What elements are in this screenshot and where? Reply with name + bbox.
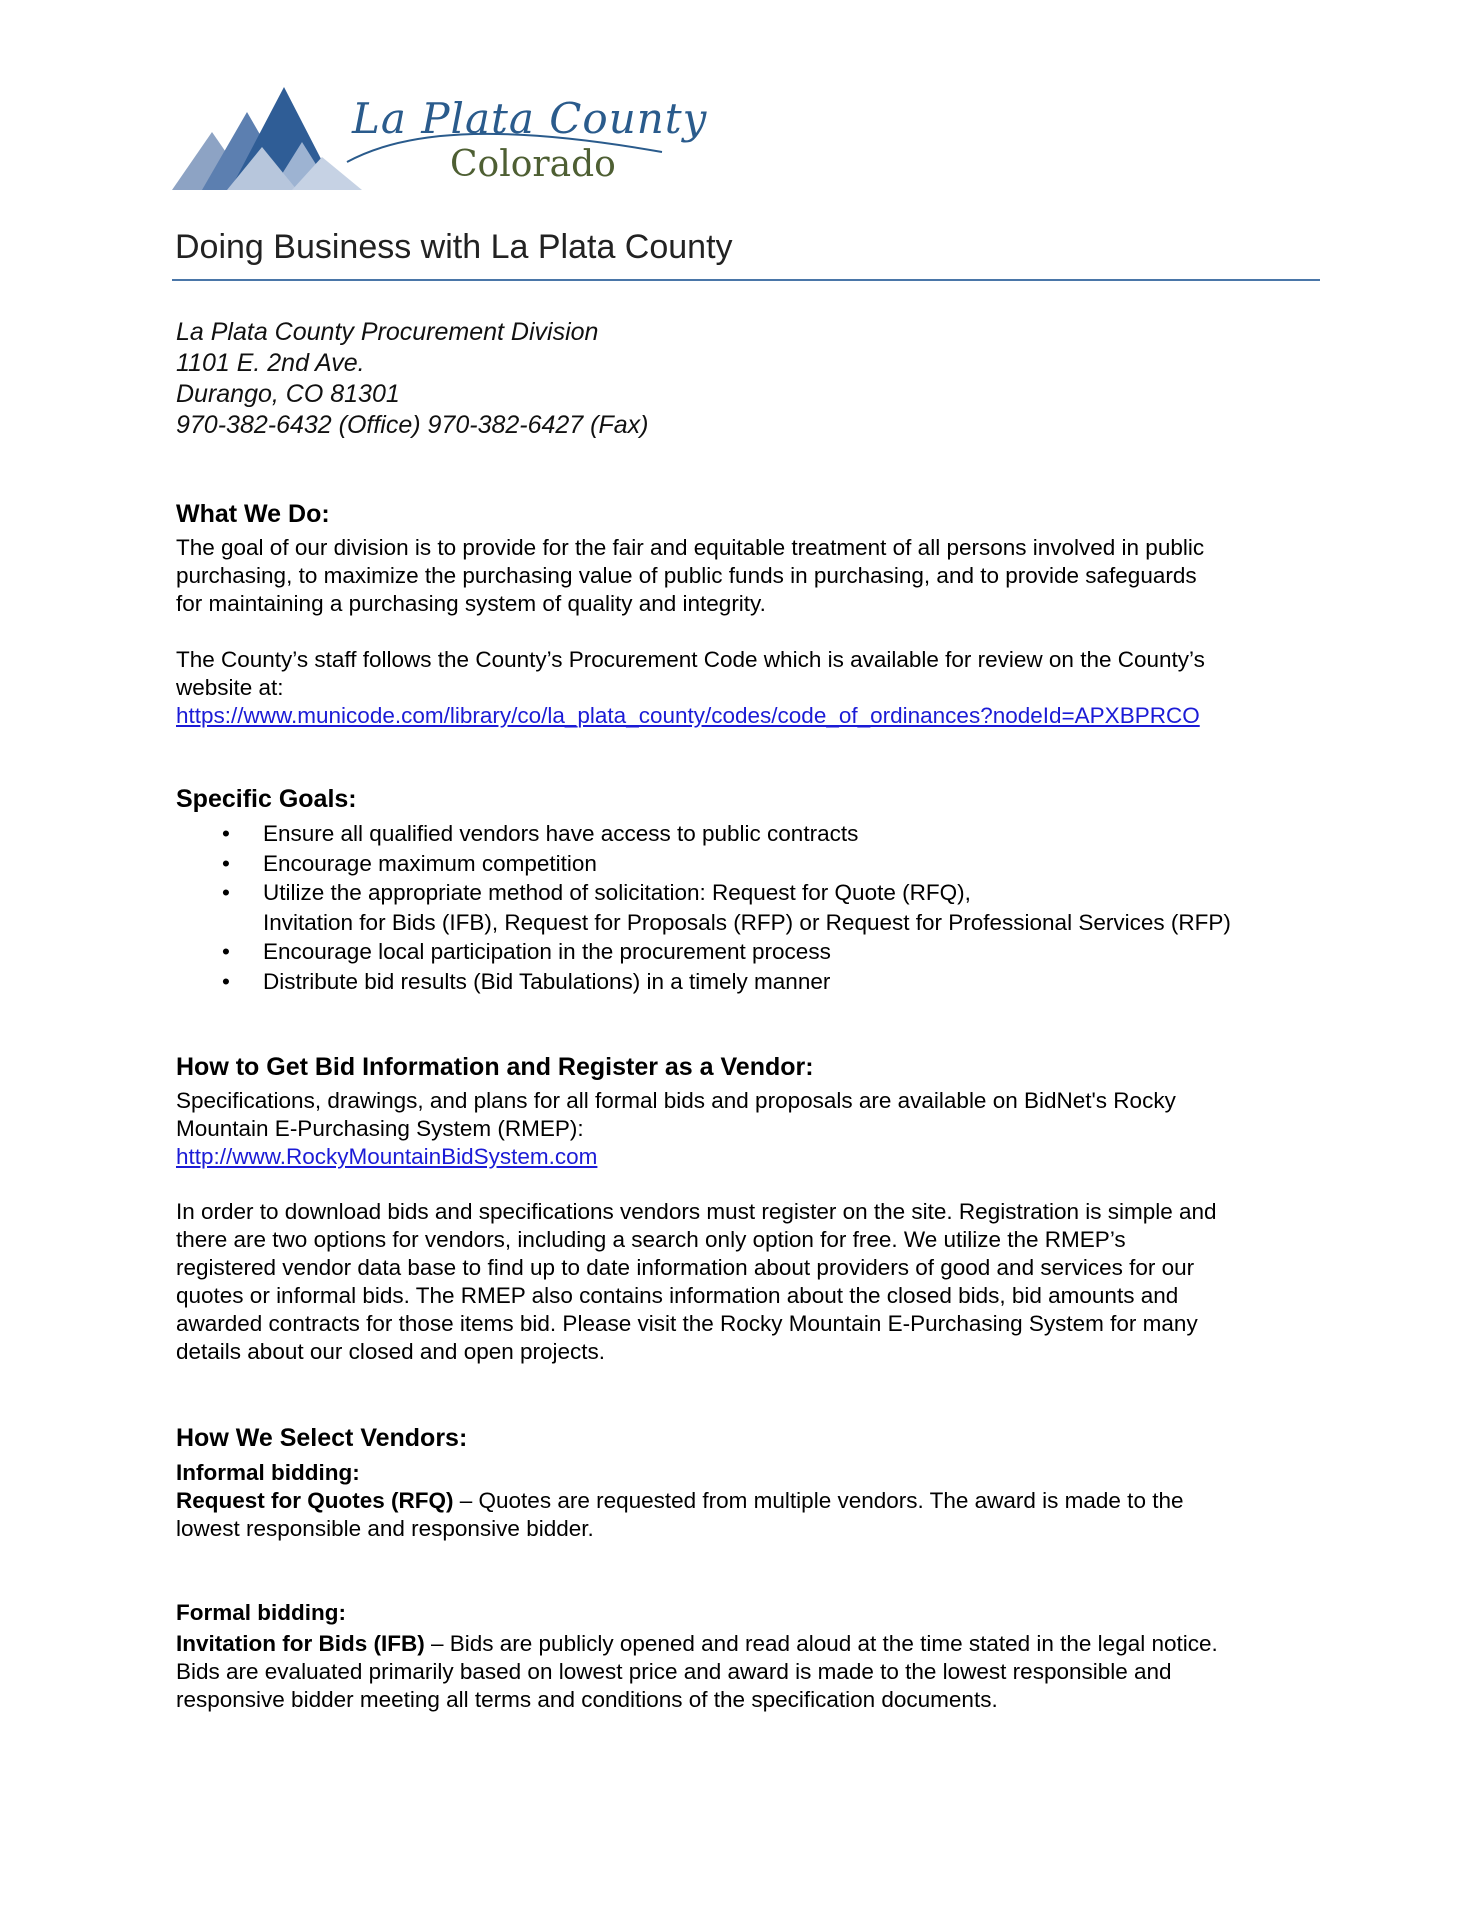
list-item-text: Encourage maximum competition: [263, 850, 597, 876]
bullet-icon: •: [222, 821, 230, 846]
city-state-zip: Durango, CO 81301: [176, 380, 400, 408]
county-logo: [172, 82, 708, 197]
list-item: [176, 819, 1231, 849]
paragraph-line: lowest responsible and responsive bidder.: [176, 1516, 594, 1541]
informal-bidding-section: [176, 1459, 1326, 1543]
ifb-label: Invitation for Bids (IFB): [176, 1631, 425, 1656]
rfq-label: Request for Quotes (RFQ): [176, 1488, 454, 1513]
paragraph-line: Bids are evaluated primarily based on lowest price and award is made to the lowest responsible and: [176, 1659, 1172, 1684]
street-address: 1101 E. 2nd Ave.: [176, 349, 365, 377]
paragraph-line: awarded contracts for those items bid. Please visit the Rocky Mountain E-Purchasing System for many: [176, 1311, 1198, 1336]
what-we-do-paragraph-2: [176, 646, 1326, 730]
paragraph-line: purchasing, to maximize the purchasing value of public funds in purchasing, and to provide safeguards: [176, 563, 1197, 588]
ifb-text: – Bids are publicly opened and read aloud at the time stated in the legal notice.: [424, 1631, 1218, 1656]
logo-county-name: La Plata County: [352, 94, 708, 143]
paragraph-line: quotes or informal bids. The RMEP also contains information about the closed bids, bid amounts and: [176, 1283, 1179, 1308]
bullet-icon: •: [222, 939, 230, 964]
paragraph-line: Mountain E-Purchasing System (RMEP):: [176, 1116, 584, 1141]
list-item-text: Ensure all qualified vendors have access to public contracts: [263, 821, 859, 846]
division-name: La Plata County Procurement Division: [176, 318, 599, 346]
rmep-link[interactable]: http://www.RockyMountainBidSystem.com: [176, 1144, 598, 1169]
bullet-icon: •: [222, 880, 230, 905]
specific-goals-heading: Specific Goals:: [176, 785, 357, 813]
what-we-do-heading: What We Do:: [176, 500, 330, 528]
page-title: Doing Business with La Plata County: [175, 228, 733, 266]
paragraph-line: In order to download bids and specifications vendors must register on the site. Registration is simple and: [176, 1199, 1217, 1224]
formal-bidding-section: [176, 1599, 1326, 1714]
rfq-line: [176, 1487, 1326, 1515]
paragraph-line: website at:: [176, 675, 284, 700]
informal-bidding-heading: Informal bidding:: [176, 1460, 360, 1485]
list-item: [176, 937, 1231, 967]
list-item-text: Distribute bid results (Bid Tabulations) in a timely manner: [263, 968, 831, 994]
list-item: [176, 849, 1231, 879]
formal-bidding-heading: Formal bidding:: [176, 1600, 346, 1625]
phone-numbers: 970-382-6432 (Office) 970-382-6427 (Fax): [176, 411, 649, 439]
paragraph-line: responsive bidder meeting all terms and conditions of the specification documents.: [176, 1687, 998, 1712]
paragraph-line: for maintaining a purchasing system of quality and integrity.: [176, 591, 766, 616]
what-we-do-paragraph-1: [176, 534, 1326, 618]
bid-info-paragraph-1: [176, 1087, 1326, 1171]
procurement-code-link[interactable]: https://www.municode.com/library/co/la_plata_county/codes/code_of_ordinances?nodeId=APXBPRCO: [176, 703, 1200, 728]
rfq-text: – Quotes are requested from multiple vendors. The award is made to the: [453, 1488, 1184, 1513]
paragraph-line: details about our closed and open projects.: [176, 1339, 606, 1364]
paragraph-line: The County’s staff follows the County’s Procurement Code which is available for review on the County’s: [176, 647, 1205, 672]
logo-state-name: Colorado: [450, 144, 616, 185]
bullet-icon: •: [222, 850, 230, 876]
paragraph-line: The goal of our division is to provide for the fair and equitable treatment of all persons involved in public: [176, 535, 1205, 560]
ifb-line: [176, 1630, 1326, 1658]
paragraph-line: there are two options for vendors, including a search only option for free. We utilize the RMEP’s: [176, 1227, 1126, 1252]
paragraph-line: registered vendor data base to find up to date information about providers of good and services for our: [176, 1255, 1195, 1280]
bid-info-heading: How to Get Bid Information and Register as a Vendor:: [176, 1053, 814, 1081]
goals-list: [176, 819, 1231, 996]
title-divider: [172, 279, 1320, 281]
list-item-text-continuation: Invitation for Bids (IFB), Request for Proposals (RFP) or Request for Professional Services (RFP): [263, 909, 1231, 935]
list-item: [176, 878, 1231, 937]
list-item-text: Encourage local participation in the procurement process: [263, 939, 831, 964]
select-vendors-heading: How We Select Vendors:: [176, 1424, 468, 1452]
list-item: [176, 967, 1231, 997]
list-item-text: Utilize the appropriate method of solicitation: Request for Quote (RFQ),: [263, 880, 971, 905]
paragraph-line: Specifications, drawings, and plans for all formal bids and proposals are available on BidNet's Rocky: [176, 1088, 1176, 1113]
bid-info-paragraph-2: [176, 1198, 1326, 1366]
bullet-icon: •: [222, 968, 230, 994]
address-block: [176, 317, 649, 441]
